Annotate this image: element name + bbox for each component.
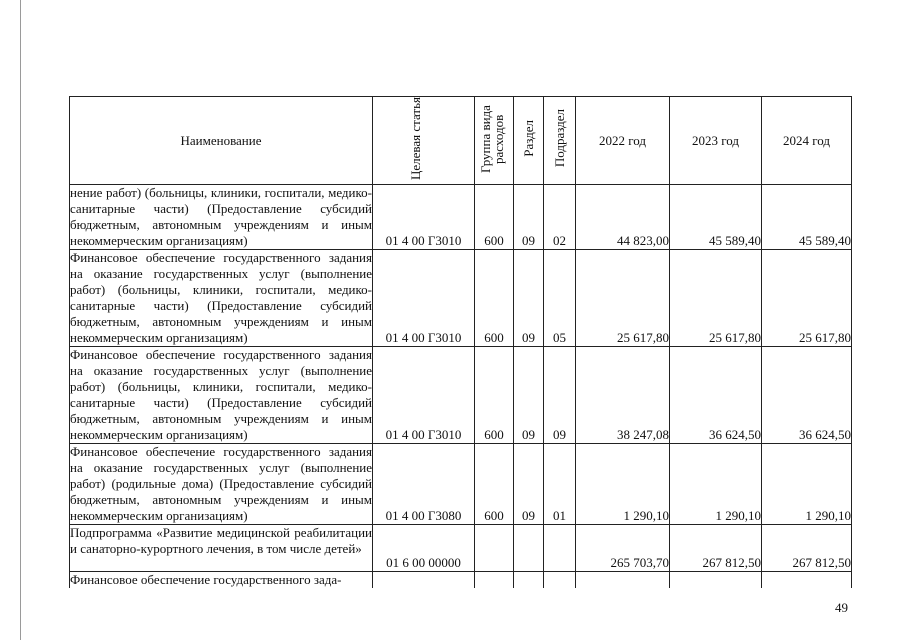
table-row xyxy=(70,347,852,444)
row-subsection: 09 xyxy=(544,347,576,444)
row-name: Финансовое обеспечение государственного задания на оказание государственных услуг (выполнение работ) (больницы, клиники, госпитали, медико-санитарные части) (Предоставление субсидий бюджетным, автономным учреждениям и иным некоммерческим организациям) xyxy=(70,250,372,346)
row-group: 600 xyxy=(475,444,514,525)
row-target-code: 01 4 00 Г3010 xyxy=(373,250,475,347)
row-name: Подпрограмма «Развитие медицинской реабилитации и санаторно-курортного лечения, в том числе детей» xyxy=(70,525,373,572)
row-value-2023 xyxy=(670,572,762,589)
row-target-code xyxy=(373,572,475,589)
row-value-2024: 36 624,50 xyxy=(762,347,852,444)
budget-table xyxy=(69,96,852,588)
col-header-2024: 2024 год xyxy=(762,97,852,185)
col-header-group: Группа вида расходов xyxy=(475,97,514,185)
table-row xyxy=(70,185,852,250)
col-header-section: Раздел xyxy=(514,97,544,185)
row-name: нение работ) (больницы, клиники, госпитали, медико-санитарные части) (Предоставление субсидий бюджетным, автономным учреждениям и иным некоммерческим организациям) xyxy=(70,185,372,249)
row-group xyxy=(475,525,514,572)
row-value-2023: 1 290,10 xyxy=(670,444,762,525)
row-subsection xyxy=(544,572,576,589)
col-header-target: Целевая статья xyxy=(373,97,475,185)
row-group: 600 xyxy=(475,185,514,250)
row-target-code: 01 4 00 Г3010 xyxy=(373,185,475,250)
row-value-2023: 45 589,40 xyxy=(670,185,762,250)
row-section xyxy=(514,572,544,589)
header-row xyxy=(70,97,852,185)
page-number: 49 xyxy=(835,600,848,615)
row-name: Финансовое обеспечение государственного зада- xyxy=(70,572,373,589)
row-section: 09 xyxy=(514,444,544,525)
row-value-2022: 44 823,00 xyxy=(576,185,670,250)
row-name: Финансовое обеспечение государственного задания на оказание государственных услуг (выполнение работ) (родильные дома) (Предоставление субсидий бюджетным, автономным учреждениям и иным некоммерческим организациям) xyxy=(70,444,372,524)
row-section xyxy=(514,525,544,572)
table-row xyxy=(70,444,852,525)
row-subsection xyxy=(544,525,576,572)
row-value-2024: 1 290,10 xyxy=(762,444,852,525)
row-value-2024 xyxy=(762,572,852,589)
row-value-2022: 38 247,08 xyxy=(576,347,670,444)
row-value-2024: 45 589,40 xyxy=(762,185,852,250)
row-group: 600 xyxy=(475,347,514,444)
table-row xyxy=(70,572,852,589)
row-target-code: 01 4 00 Г3010 xyxy=(373,347,475,444)
row-value-2024: 25 617,80 xyxy=(762,250,852,347)
row-name: Финансовое обеспечение государственного задания на оказание государственных услуг (выполнение работ) (больницы, клиники, госпитали, медико-санитарные части) (Предоставление субсидий бюджетным, автономным учреждениям и иным некоммерческим организациям) xyxy=(70,347,372,443)
page-edge-line xyxy=(20,0,21,640)
col-header-name: Наименование xyxy=(70,97,373,185)
row-value-2022: 1 290,10 xyxy=(576,444,670,525)
row-section: 09 xyxy=(514,185,544,250)
col-header-2022: 2022 год xyxy=(576,97,670,185)
row-group: 600 xyxy=(475,250,514,347)
col-header-2023: 2023 год xyxy=(670,97,762,185)
row-value-2022: 265 703,70 xyxy=(576,525,670,572)
row-subsection: 01 xyxy=(544,444,576,525)
row-value-2022: 25 617,80 xyxy=(576,250,670,347)
row-section: 09 xyxy=(514,250,544,347)
row-value-2024: 267 812,50 xyxy=(762,525,852,572)
table-row xyxy=(70,525,852,572)
row-value-2023: 36 624,50 xyxy=(670,347,762,444)
row-section: 09 xyxy=(514,347,544,444)
col-header-subsection: Подраздел xyxy=(544,97,576,185)
row-value-2022 xyxy=(576,572,670,589)
row-subsection: 02 xyxy=(544,185,576,250)
row-group xyxy=(475,572,514,589)
row-value-2023: 25 617,80 xyxy=(670,250,762,347)
row-value-2023: 267 812,50 xyxy=(670,525,762,572)
row-subsection: 05 xyxy=(544,250,576,347)
table-row xyxy=(70,250,852,347)
row-target-code: 01 6 00 00000 xyxy=(373,525,475,572)
row-target-code: 01 4 00 Г3080 xyxy=(373,444,475,525)
